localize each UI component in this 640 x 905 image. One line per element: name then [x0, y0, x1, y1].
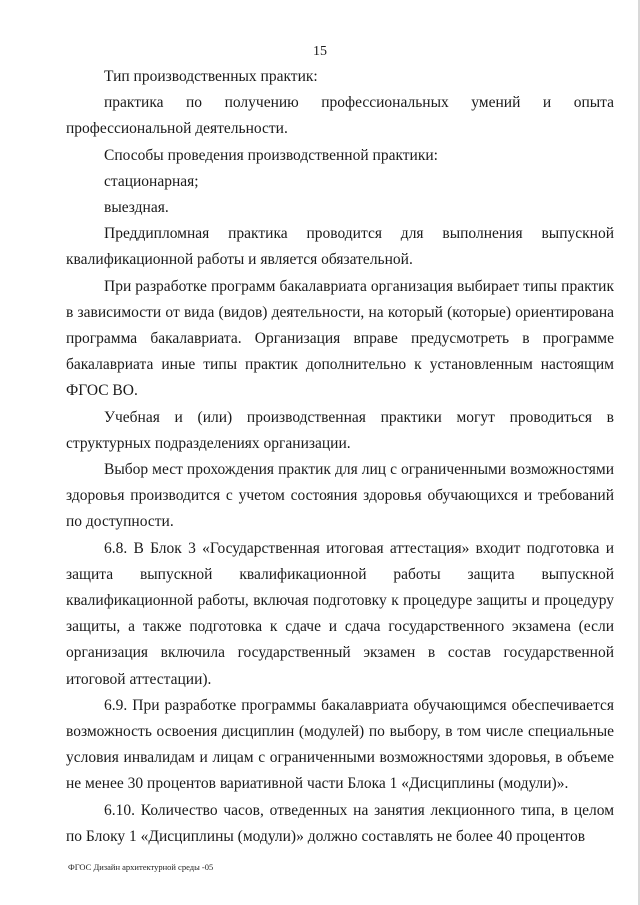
paragraph: При разработке программ бакалавриата организация выбирает типы практик в зависимости от вида (видов) деятельности, на который (которые) ориентирована программа бакалавриата. Организация вправе предусмотреть в программе бакалавриата иные типы практик дополнительно к установленным настоящим ФГОС ВО.	[66, 277, 614, 400]
paragraph: выездная.	[104, 199, 169, 217]
paragraph: Учебная и (или) производственная практики могут проводиться в структурных подразделениях организации.	[66, 408, 614, 452]
document-body	[66, 64, 614, 850]
paragraph: 6.9. При разработке программы бакалавриата обучающимся обеспечивается возможность освоения дисциплин (модулей) по выбору, в том числе специальные условия инвалидам и лицам с ограниченными возможностями здоровья, в объеме не менее 30 процентов вариативной части Блока 1 «Дисциплины (модули)».	[66, 696, 614, 793]
page-number: 15	[313, 44, 327, 59]
paragraph: Выбор мест прохождения практик для лиц с ограниченными возможностями здоровья производится с учетом состояния здоровья обучающихся и требований по доступности.	[66, 461, 614, 531]
paragraph: 6.10. Количество часов, отведенных на занятия лекционного типа, в целом по Блоку 1 «Дисциплины (модули)» должно составлять не более 40 процентов	[66, 801, 614, 845]
paragraph: 6.8. В Блок 3 «Государственная итоговая аттестация» входит подготовка и защита выпускной квалификационной работы защита выпускной квалификационной работы, включая подготовку к процедуре защиты и процедуру защиты, а также подготовка к сдаче и сдача государственного экзамена (если организация включила государственный экзамен в состав государственной итоговой аттестации).	[66, 539, 614, 688]
paragraph: стационарная;	[104, 172, 199, 190]
paragraph: Преддипломная практика проводится для выполнения выпускной квалификационной работы и является обязательной.	[66, 225, 614, 269]
paragraph: Способы проведения производственной практики:	[104, 146, 438, 164]
paragraph: Тип производственных практик:	[104, 68, 318, 85]
page-footer: ФГОС Дизайн архитектурной среды -05	[68, 862, 214, 872]
paragraph: практика по получению профессиональных умений и опыта профессиональной деятельности.	[66, 94, 614, 138]
